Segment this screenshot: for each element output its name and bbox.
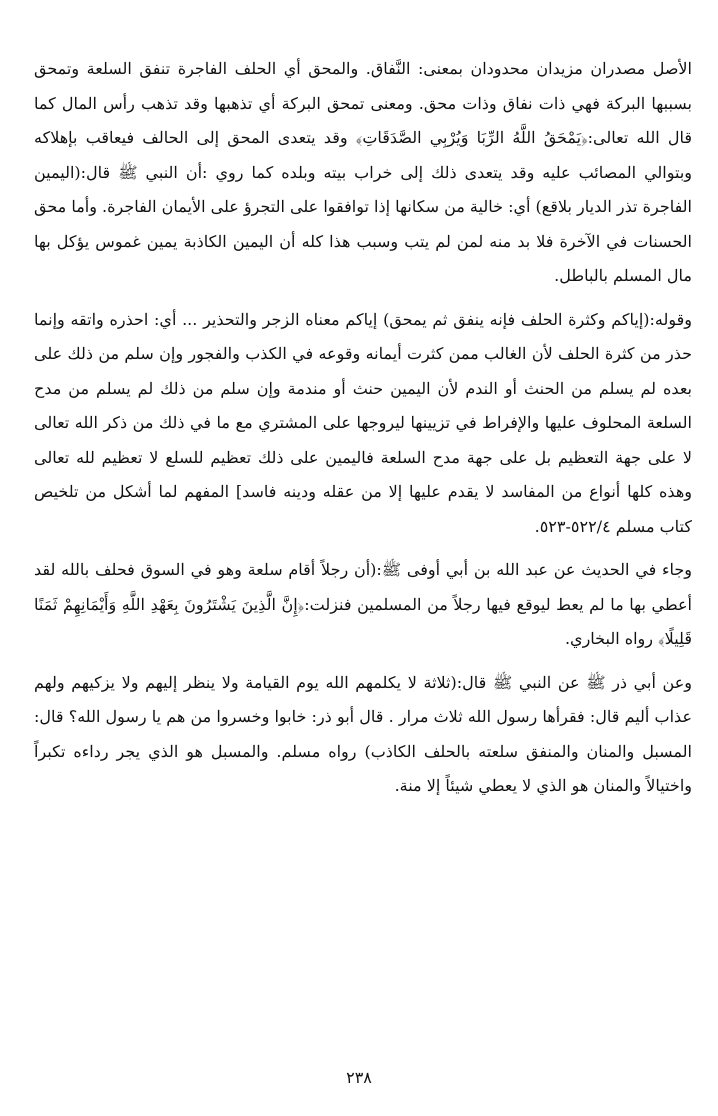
paragraph-2: وقوله:(إياكم وكثرة الحلف فإنه ينفق ثم يمحق) إياكم معناه الزجر والتحذير ... أي: احذره واتقه وإنما حذر من كثرة الحلف لأن الغالب ممن كثرت أيمانه وقوعه في الكذب والفجور وإن سلم من ذلك على بعده لم يسلم من الحنث أو الندم لأن اليمين حنث أو مندمة وإن سلم من ذلك لم يسلم من مدح السلعة المحلوف عليها والإفراط في تزيينها ليروجها على المشتري مع ما في ذلك من ذكر الله تعالى لا على جهة التعظيم بل على جهة مدح السلعة فاليمين على ذلك تعظيم للسلع لا تعظيم لله تعالى وهذه كلها أنواع من المفاسد لا يقدم عليها إلا من عقله ودينه فاسد] المفهم لما أشكل من تلخيص كتاب مسلم ٥٢٢/٤-٥٢٣.	[34, 309, 692, 536]
page-body	[34, 52, 692, 813]
paragraph-3: وجاء في الحديث عن عبد الله بن أبي أوفى ﷺ:(أن رجلاً أقام سلعة وهو في السوق فحلف بالله لقد أعطي بها ما لم يعط ليوقع فيها رجلاً من المسلمين فنزلت:﴿إِنَّ الَّذِينَ يَشْتَرُونَ بِعَهْدِ اللَّهِ وَأَيْمَانِهِمْ ثَمَنًا قَلِيلًا﴾ رواه البخاري.	[34, 560, 693, 648]
page-number: ٢٣٨	[346, 1068, 372, 1087]
paragraph-1: الأصل مصدران مزيدان محدودان بمعنى: النَّفاق. والمحق أي الحلف الفاجرة تنفق السلعة وتمحق بسببها البركة فهي ذات نفاق وذات محق. ومعنى تمحق البركة أي تذهبها وقد تذهب رأس المال كما قال الله تعالى:﴿يَمْحَقُ اللَّهُ الرِّبَا وَيُرْبِي الصَّدَقَاتِ﴾ وقد يتعدى المحق إلى الحالف فيعاقب بإهلاكه وبتوالي المصائب عليه وقد يتعدى ذلك إلى خراب بيته وبلده كما روي :أن النبي ﷺ قال:(اليمين الفاجرة تذر الديار بلاقع) أي: خالية من سكانها إذا توافقوا على التجرؤ على الأيمان الفاجرة. وأما محق الحسنات في الآخرة فلا بد منه لمن لم يتب وسبب هذا كله أن اليمين الكاذبة يمين غموس يؤكل بها مال المسلم بالباطل.	[34, 59, 692, 285]
paragraph-4: وعن أبي ذر ﷺ عن النبي ﷺ قال:(ثلاثة لا يكلمهم الله يوم القيامة ولا ينظر إليهم ولا يزكيهم ولهم عذاب أليم قال: فقرأها رسول الله ثلاث مرار . قال أبو ذر: خابوا وخسروا من هم يا رسول الله؟ قال: المسبل والمنان والمنفق سلعته بالحلف الكاذب) رواه مسلم. والمسبل هو الذي يجر رداءه تكبراً واختيالاً والمنان هو الذي لا يعطي شيئاً إلا منة.	[34, 672, 693, 795]
